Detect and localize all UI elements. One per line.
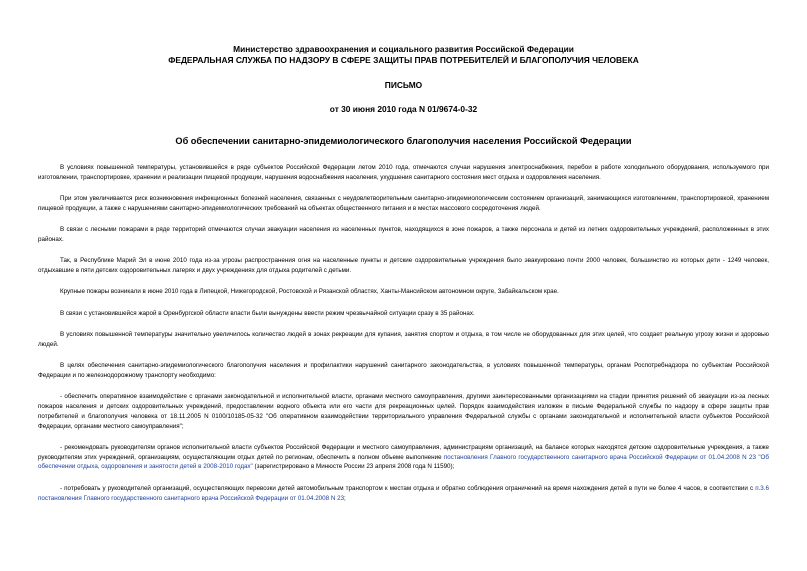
document-type: ПИСЬМО <box>384 80 423 90</box>
paragraph-1: В условиях повышенной температуры, установившейся в ряде субъектов Российской Федерации летом 2010 года, отмечаются случаи нарушения электроснабжения, перебои в работе холодильного оборудования, используемого при изготовлении, транспортировке, хранении и реализации пищевой продукции, нарушения водоснабжения населения, ухудшения санитарного состояния мест отдыха и оздоровления населения. <box>38 164 769 181</box>
document-title: Об обеспечении санитарно-эпидемиологического благополучия населения Российской Федерации <box>175 136 632 146</box>
paragraph-11-text-b: ; <box>344 494 346 502</box>
paragraph-8: В целях обеспечения санитарно-эпидемиологического благополучия населения и профилактики нарушений санитарного законодательства, в условиях повышенной температуры, органам Роспотребнадзора по субъектам Российской Федерации и по железнодорожному транспорту необходимо: <box>38 362 769 379</box>
paragraph-10 <box>38 443 769 472</box>
decree-link-2[interactable]: постановления Главного государственного санитарного врача Российской Федерации от 01.04.2008 N 23 <box>38 494 345 502</box>
paragraph-10-text-a: - рекомендовать руководителям органов исполнительной власти субъектов Российской Федерации и местного самоуправления, администрациям организаций, на балансе которых находятся детские оздоровительные учреждения, а также руководителям этих учреждений, организациям, осуществляющим отдых детей по регионам, обеспечить в полном объеме выполнение <box>38 443 769 461</box>
paragraph-6: В связи с установившейся жарой в Оренбургской области власти были вынуждены ввести режим чрезвычайной ситуации сразу в 35 районах. <box>60 309 475 317</box>
ministry-name: Министерство здравоохранения и социального развития Российской Федерации <box>233 44 574 54</box>
paragraph-11 <box>38 484 769 504</box>
document-date: от 30 июня 2010 года N 01/9674-0-32 <box>329 104 478 114</box>
document-body <box>38 163 769 503</box>
paragraph-2: При этом увеличивается риск возникновения инфекционных болезней населения, связанных с неудовлетворительным санитарно-эпидемиологическим состоянием организаций, занимающихся изготовлением, транспортировкой, хранением пищевой продукции, а также с нарушениями санитарно-эпидемиологических требований на объектах общественного питания и в местах массового сосредоточения людей. <box>38 195 769 212</box>
paragraph-10-text-b: (зарегистрировано в Минюсте России 23 апреля 2008 года N 11590); <box>252 463 455 471</box>
clause-link[interactable]: п.3.6 <box>755 484 769 492</box>
paragraph-11-text-a: - потребовать у руководителей организаций, осуществляющих перевозки детей автомобильным транспортом к местам отдыха и обратно соблюдения ограничений на время нахождения детей в пути не более 4 часов, в соответствии с <box>60 484 756 492</box>
paragraph-5: Крупные пожары возникали в июне 2010 года в Липецкой, Нижегородской, Ростовской и Рязанской областях, Ханты-Мансийском автономном округе, Забайкальском крае. <box>60 288 559 296</box>
paragraph-7: В условиях повышенной температуры значительно увеличилось количество людей в зонах рекреации для купания, занятия спортом и отдыха, в том числе не оборудованных для этих целей, что создает реальную угрозу жизни и здоровью людей. <box>38 330 769 348</box>
paragraph-3: В связи с лесными пожарами в ряде территорий отмечаются случаи эвакуации населения из населенных пунктов, находящихся в зоне пожаров, а также персонала и детей из летних оздоровительных учреждений, расположенных в этих районах. <box>38 226 769 243</box>
document-header <box>38 44 769 115</box>
paragraph-4: Так, в Республике Марий Эл в июне 2010 года из-за угрозы распространения огня на населенные пункты и детские оздоровительные учреждения было эвакуировано почти 2000 человек, большинство из которых дети - 1249 человек, отдыхавшие в пяти детских оздоровительных лагерях и двух учреждениях для отдыха родителей с детьми. <box>38 257 769 275</box>
decree-link[interactable]: постановления Главного государственного санитарного врача Российской Федерации от 01.04.2008 N 23 "Об обеспечении отдыха, оздоровления и занятости детей в 2008-2010 годах" <box>38 453 769 471</box>
service-name: ФЕДЕРАЛЬНАЯ СЛУЖБА ПО НАДЗОРУ В СФЕРЕ ЗАЩИТЫ ПРАВ ПОТРЕБИТЕЛЕЙ И БЛАГОПОЛУЧИЯ ЧЕЛОВЕКА <box>168 55 639 65</box>
paragraph-9: - обеспечить оперативное взаимодействие с органами законодательной и исполнительной власти, органами местного самоуправления, другими заинтересованными организациями на стадии принятия решений об эвакуации из-за лесных пожаров населения и детских оздоровительных учреждений, предоставлении водного объекта или его части для рекреационных целей. Порядок взаимодействия изложен в письме Федеральной службы по надзору в сфере защиты прав потребителей и благополучия человека от 18.11.2005 N 0100/10185-05-32 "Об оперативном взаимодействии территориального управления Федеральной службы с органами законодательной и исполнительной власти субъектов Российской Федерации, органами местного самоуправления"; <box>38 393 769 430</box>
